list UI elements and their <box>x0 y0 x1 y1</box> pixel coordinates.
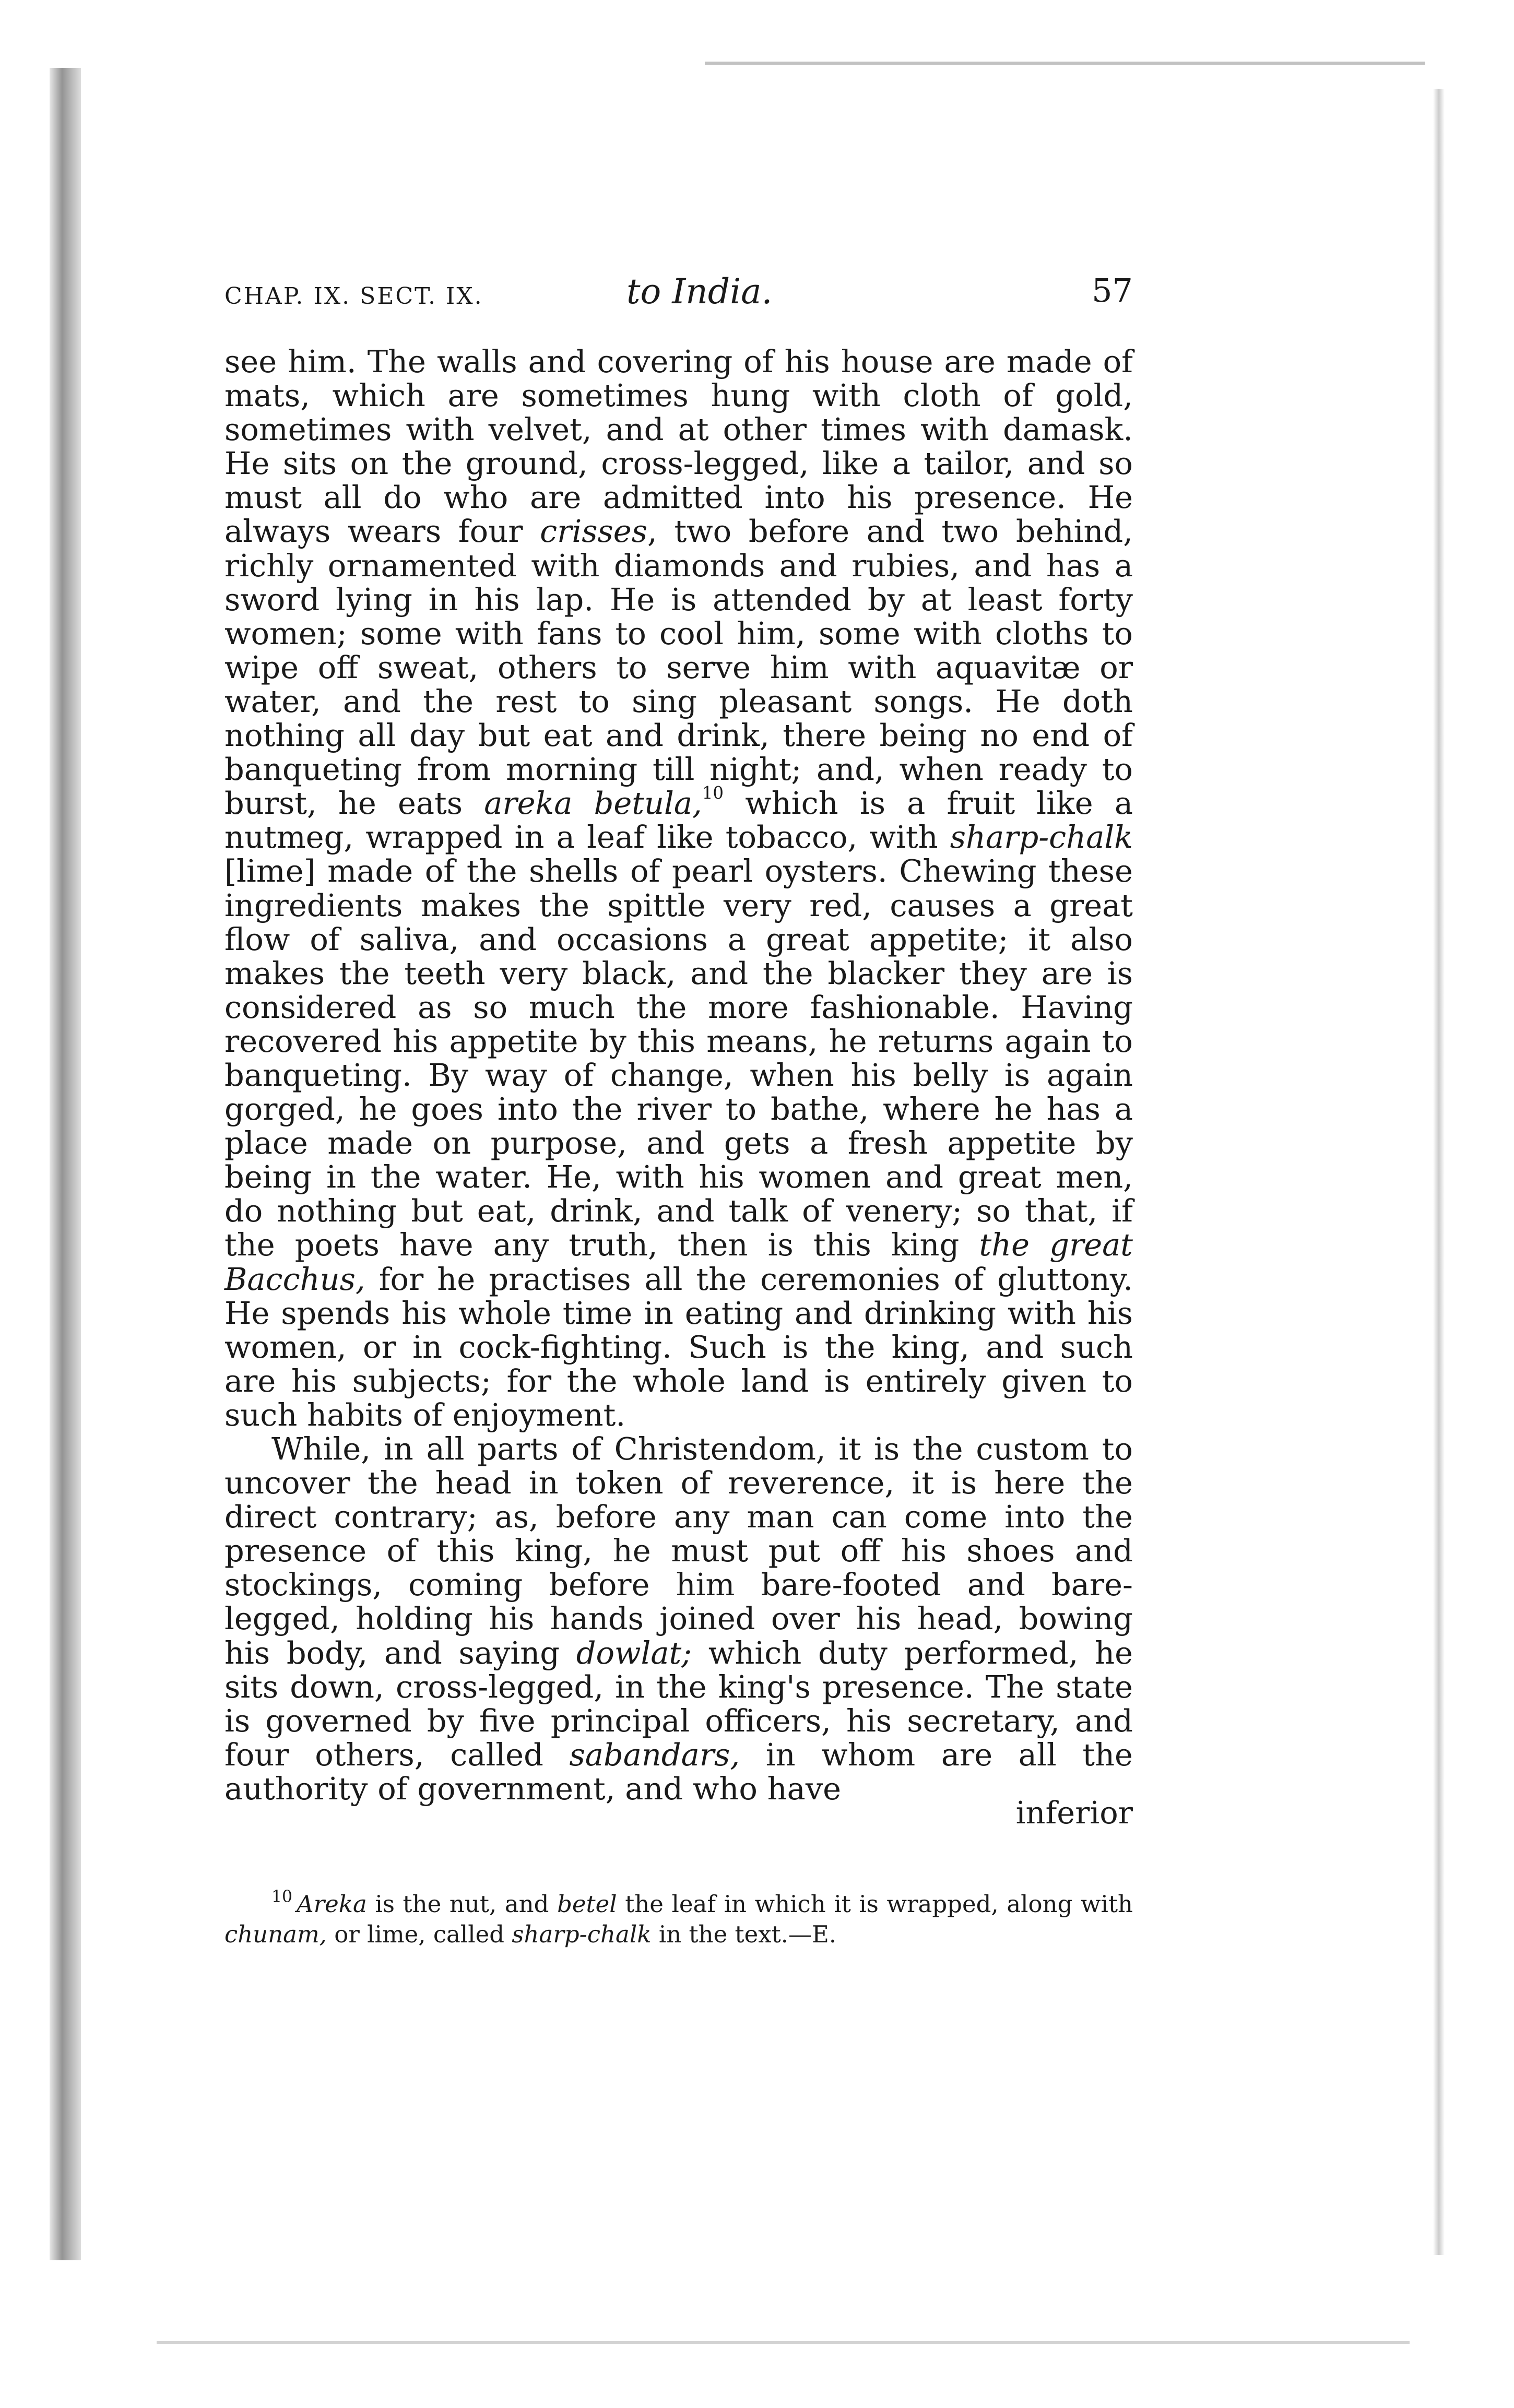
italic-term: the great Bacchus, <box>224 1227 1133 1297</box>
italic-term: Areka <box>297 1890 367 1918</box>
text-run: for he practises all the ceremonies of gluttony. He spends his whole time in eating and drinking with his women, or in cock-fighting. Such is the king, and such are his subjects; for the whole land is entirely given to such habits of enjoyment. <box>224 1261 1133 1433</box>
text-run: which is a fruit like a nutmeg, wrapped in a leaf like tobacco, with <box>224 785 1133 856</box>
italic-term: crisses <box>540 513 647 550</box>
page-edge-bottom <box>157 2341 1410 2344</box>
running-title: to India. <box>626 271 773 312</box>
footnote-reference: 10 <box>702 783 724 803</box>
italic-term: sharp-chalk <box>950 819 1133 856</box>
page-number: 57 <box>1092 271 1133 310</box>
italic-term: sharp-chalk <box>512 1920 652 1948</box>
italic-term: dowlat; <box>576 1634 692 1671</box>
binding-shadow-left <box>50 68 81 2260</box>
body-text <box>224 345 1133 1806</box>
page-edge-shadow-right <box>1433 89 1445 2255</box>
footnote <box>224 1882 1133 1950</box>
italic-term: areka betula, <box>484 785 702 822</box>
text-run: in the text.—E. <box>651 1920 837 1948</box>
text-run: the leaf in which it is wrapped, along with <box>617 1890 1133 1918</box>
chapter-section-label: CHAP. IX. SECT. IX. <box>224 283 483 310</box>
italic-term: chunam, <box>224 1920 327 1948</box>
footnote-mark: 10 <box>271 1888 293 1906</box>
text-run: which duty performed, he sits down, cross-legged, in the king's presence. The state is governed by five principal officers, his secretary, and four others, called <box>224 1634 1133 1773</box>
text-run: or lime, called <box>326 1920 512 1948</box>
text-run: , two before and two behind, richly ornamented with diamonds and rubies, and has a sword lying in his lap. He is attended by at least forty women; some with fans to cool him, some with cloths to wipe off sweat, others to serve him with aquavitæ or water, and the rest to sing pleasant songs. He doth nothing all day but eat and drink, there being no end of banqueting from morning till night; and, when ready to burst, he eats <box>224 513 1133 822</box>
text-run: see him. The walls and covering of his house are made of mats, which are sometimes hung with cloth of gold, sometimes with velvet, and at other times with damask. He sits on the ground, cross-legged, like a tailor, and so must all do who are admitted into his presence. He always wears four <box>224 343 1133 550</box>
running-head <box>224 271 1133 313</box>
text-run: [lime] made of the shells of pearl oysters. Chewing these ingredients makes the spittle very red, causes a great flow of saliva, and occasions a great appetite; it also makes the teeth very black, and the blacker they are is considered as so much the more fashionable. Having recovered his appetite by this means, he returns again to banqueting. By way of change, when his belly is again gorged, he goes into the river to bathe, where he has a place made on purpose, and gets a fresh appetite by being in the water. He, with his women and great men, do nothing but eat, drink, and talk of venery; so that, if the poets have any truth, then is this king <box>224 853 1133 1263</box>
page-edge-top <box>705 62 1425 65</box>
text-run: While, in all parts of Christendom, it is the custom to uncover the head in token of reverence, it is here the direct contrary; as, before any man can come into the presence of this king, he must put off his shoes and stockings, coming before him bare-footed and bare-legged, holding his hands joined over his head, bowing his body, and saying <box>224 1431 1133 1671</box>
text-run: is the nut, and <box>366 1890 558 1918</box>
paragraph-1 <box>224 345 1133 1432</box>
paragraph-2 <box>224 1432 1133 1806</box>
catchword: inferior <box>1015 1795 1133 1831</box>
italic-term: sabandars, <box>569 1736 740 1773</box>
italic-term: betel <box>557 1890 617 1918</box>
text-run: in whom are all the authority of government, and who have <box>224 1736 1133 1807</box>
